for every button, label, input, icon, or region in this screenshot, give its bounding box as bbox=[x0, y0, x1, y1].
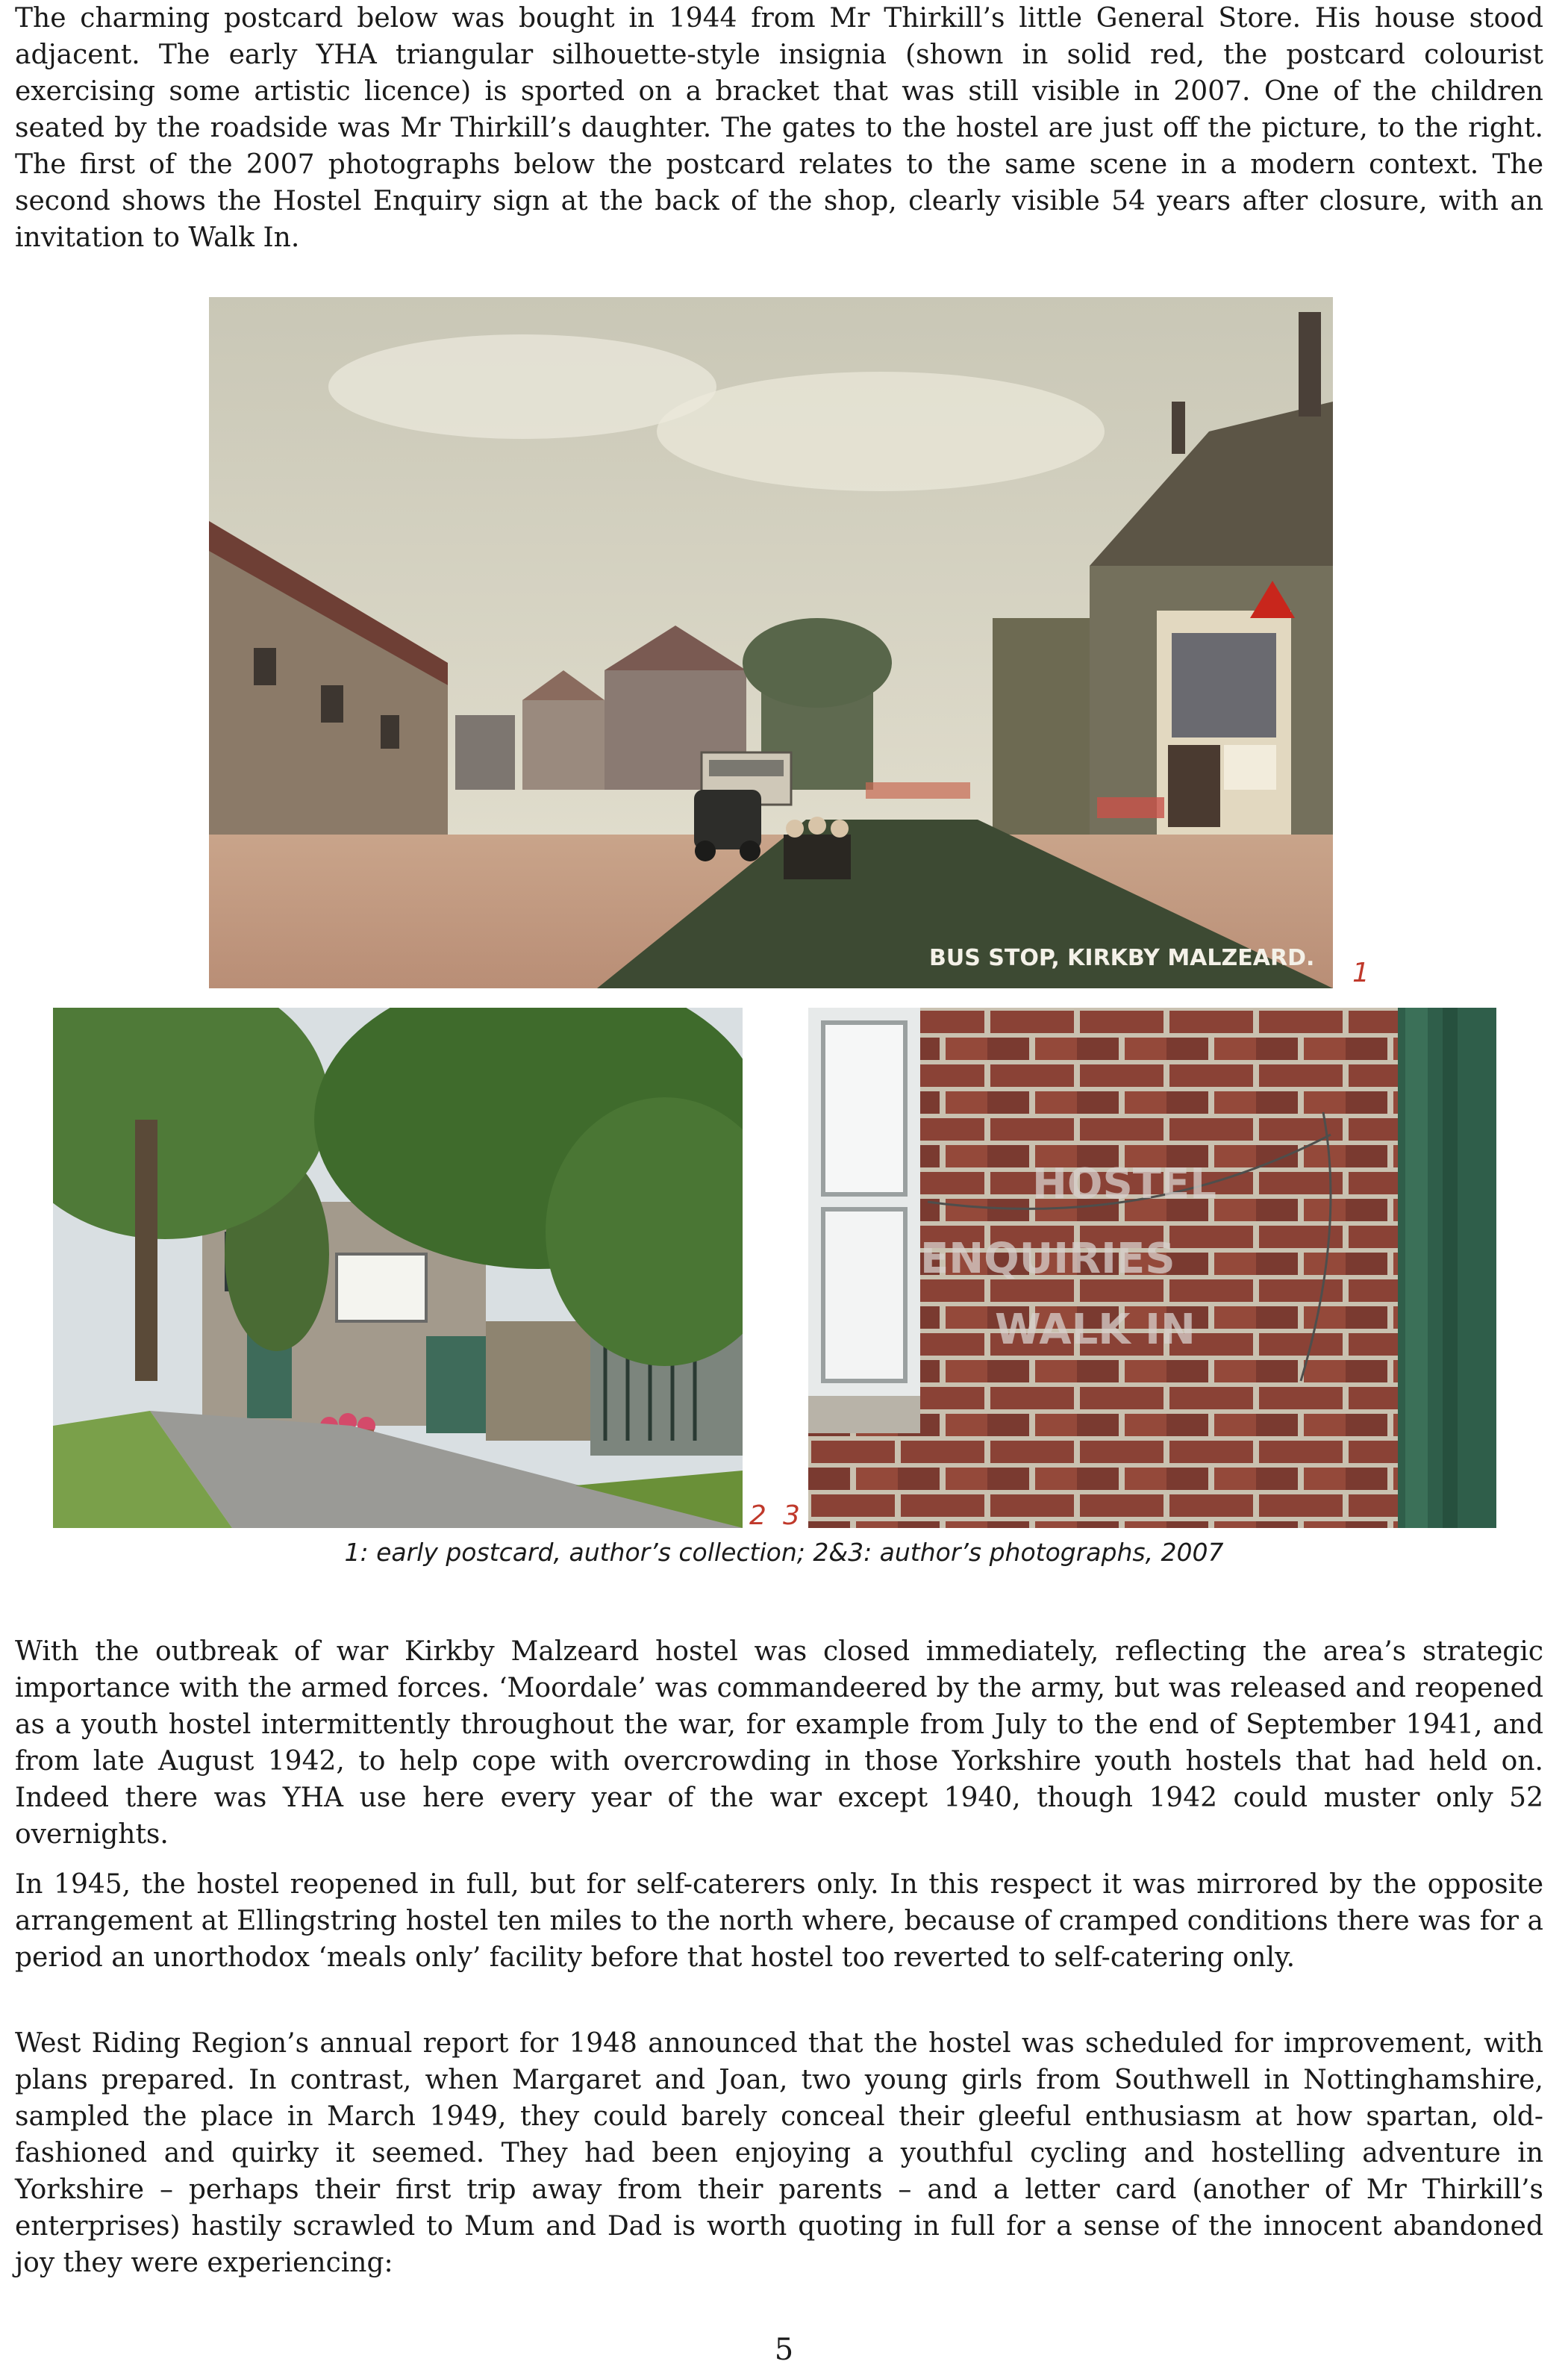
improvement-paragraph: West Riding Region’s annual report for 1948 announced that the hostel was scheduled for improvement, with plans prepared. In contrast, when Margaret and Joan, two young girls from Southwell in Nottinghamshire, sampled the place in March 1949, they could barely conceal their gleeful enthusiasm at how spartan, old-fashioned and quirky it seemed. They had been enjoying a youthful cycling and hostelling adventure in Yorkshire – perhaps their first trip away from their parents – and a letter card (another of Mr Thirkill’s enterprises) hastily scrawled to Mum and Dad is worth quoting in full for a sense of the innocent abandoned joy they were experiencing: bbox=[15, 2028, 1543, 2278]
sign-line-enquiries: ENQUIRIES bbox=[920, 1235, 1175, 1283]
hostel-enquiry-sign-photo bbox=[808, 1008, 1496, 1528]
figure-label-1: 1 bbox=[1352, 958, 1369, 988]
reopening-paragraph: In 1945, the hostel reopened in full, but for self-caterers only. In this respect it was mirrored by the opposite arrangement at Ellingstring hostel ten miles to the north where, because of cramped conditions there was for a period an unorthodox ‘meals only’ facility before that hostel too reverted to self-catering only. bbox=[15, 1869, 1543, 1973]
wartime-paragraph: With the outbreak of war Kirkby Malzeard hostel was closed immediately, reflecting the area’s strategic importance with the armed forces. ‘Moordale’ was commandeered by the army, but was released and reopened as a youth hostel intermittently throughout the war, for example from July to the end of September 1941, and from late August 1942, to help cope with overcrowding in those Yorkshire youth hostels that had held on. Indeed there was YHA use here every year of the war except 1940, though 1942 could muster only 52 overnights. bbox=[15, 1636, 1543, 1850]
intro-paragraph: The charming postcard below was bought in 1944 from Mr Thirkill’s little General Store. His house stood adjacent. The early YHA triangular silhouette-style insignia (shown in solid red, the postcard colourist exercising some artistic licence) is sported on a bracket that was still visible in 2007. One of the children seated by the roadside was Mr Thirkill’s daughter. The gates to the hostel are just off the picture, to the right. The first of the 2007 photographs below the postcard relates to the same scene in a modern context. The second shows the Hostel Enquiry sign at the back of the shop, clearly visible 54 years after closure, with an invitation to Walk In. bbox=[15, 3, 1543, 253]
postcard-caption: BUS STOP, KIRKBY MALZEARD. bbox=[929, 945, 1315, 971]
sign-line-hostel: HOSTEL bbox=[1032, 1160, 1216, 1209]
figure-caption: 1: early postcard, author’s collection; 2&3: author’s photographs, 2007 bbox=[344, 1538, 1224, 1567]
postcard-image bbox=[209, 297, 1333, 988]
figure-label-2: 2 bbox=[749, 1500, 766, 1531]
page-number: 5 bbox=[774, 2333, 794, 2367]
figure-label-3: 3 bbox=[783, 1500, 800, 1531]
sign-line-walk-in: WALK IN bbox=[995, 1306, 1196, 1354]
street-photo-2007 bbox=[53, 1008, 743, 1528]
